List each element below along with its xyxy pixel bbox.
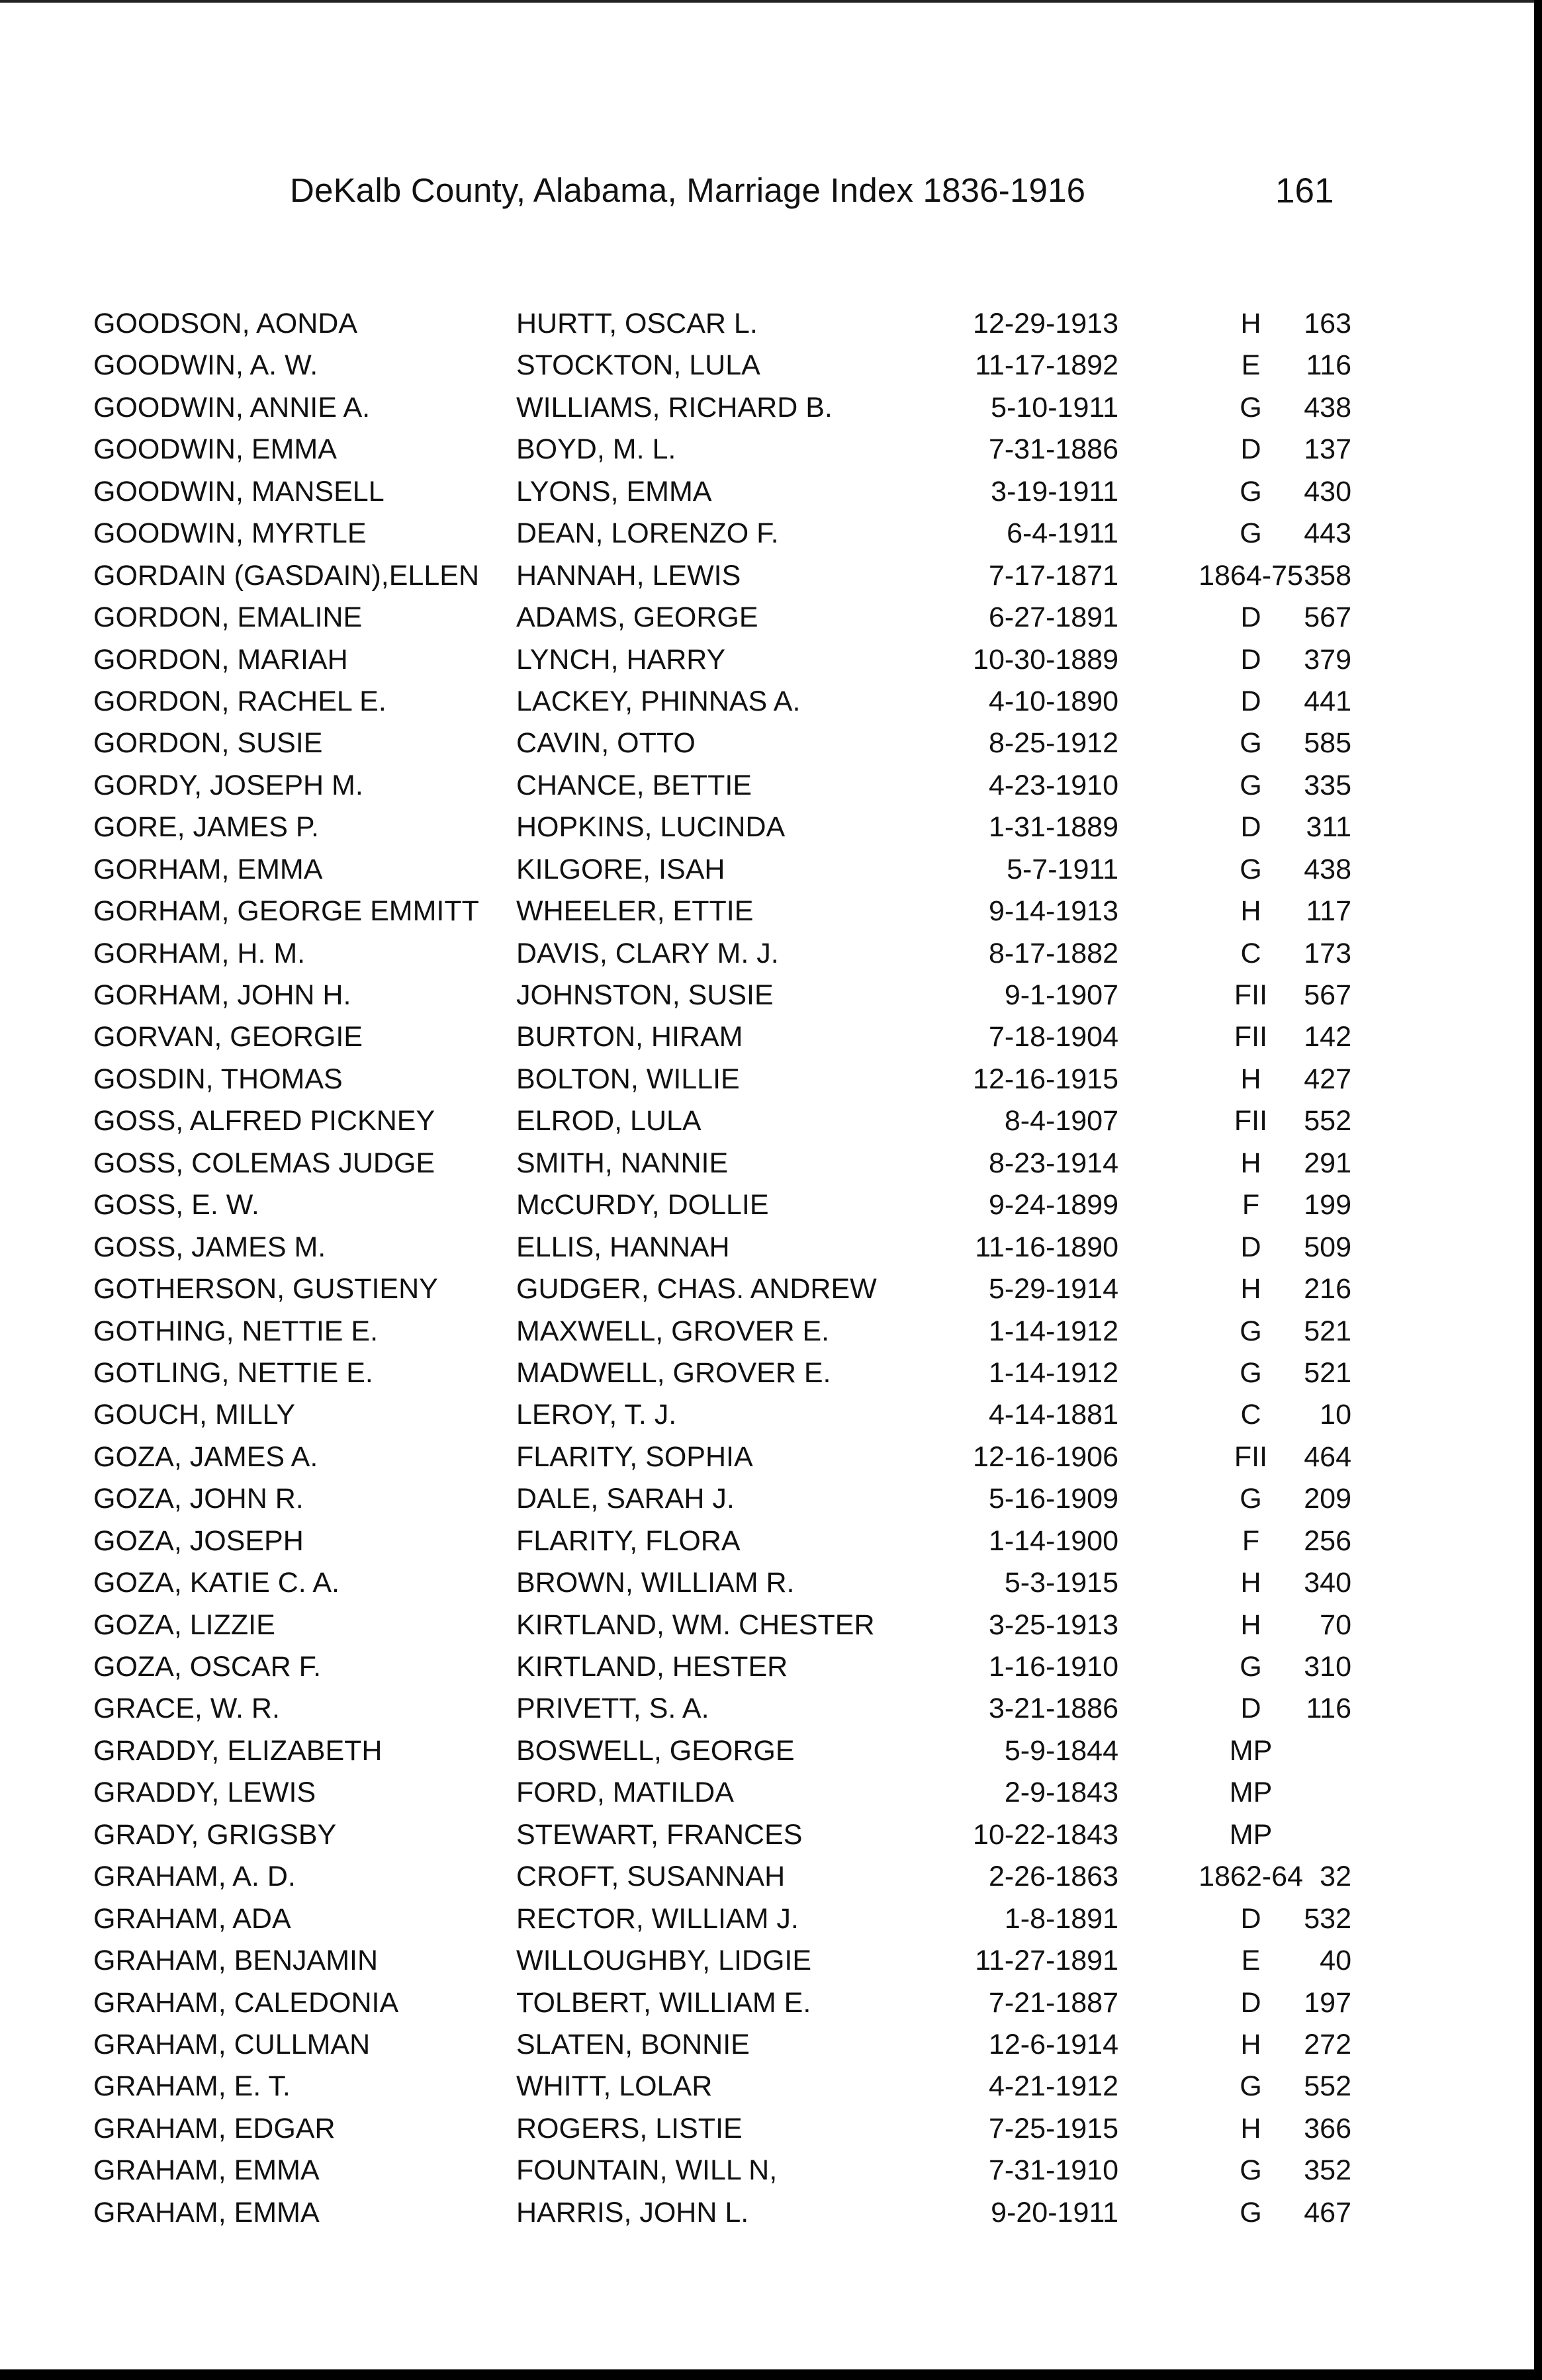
spouse-name: HARRIS, JOHN L. (516, 2196, 749, 2228)
person-name: GOODWIN, EMMA (93, 433, 337, 466)
marriage-date: 11-27-1891 (975, 1945, 1118, 1977)
spouse-name: JOHNSTON, SUSIE (516, 979, 774, 1011)
index-entry-row (0, 474, 1542, 516)
page-reference: 335 (1304, 769, 1351, 801)
marriage-date: 7-25-1915 (988, 2112, 1118, 2144)
index-entry-row (0, 1818, 1542, 1859)
book-reference: G (1240, 853, 1262, 885)
person-name: GOTHING, NETTIE E. (93, 1315, 379, 1347)
index-entry-row (0, 1524, 1542, 1565)
person-name: GOZA, LIZZIE (93, 1609, 275, 1641)
marriage-date: 7-17-1871 (988, 559, 1118, 592)
spouse-name: ADAMS, GEORGE (516, 601, 758, 634)
book-reference: E (1241, 349, 1261, 382)
index-entry-row (0, 2195, 1542, 2237)
page-number: 161 (1275, 171, 1334, 210)
marriage-date: 2-9-1843 (1004, 1777, 1118, 1809)
spouse-name: DAVIS, CLARY M. J. (516, 937, 779, 969)
index-entry-row (0, 768, 1542, 810)
person-name: GOTHERSON, GUSTIENY (93, 1273, 438, 1305)
marriage-date: 5-29-1914 (988, 1273, 1118, 1305)
marriage-date: 4-21-1912 (988, 2070, 1118, 2103)
marriage-date: 2-26-1863 (988, 1861, 1118, 1893)
index-entry-row (0, 2069, 1542, 2111)
page-reference: 70 (1320, 1609, 1351, 1641)
index-entry-row (0, 1272, 1542, 1313)
page-reference: 366 (1304, 2112, 1351, 2144)
book-reference: D (1240, 1231, 1261, 1263)
person-name: GORDON, RACHEL E. (93, 685, 386, 717)
person-name: GOODWIN, MANSELL (93, 475, 385, 507)
spouse-name: LYONS, EMMA (516, 475, 712, 507)
person-name: GOSS, ALFRED PICKNEY (93, 1105, 435, 1137)
scan-bottom-edge (0, 2369, 1542, 2380)
book-reference: D (1240, 643, 1261, 676)
spouse-name: FLARITY, FLORA (516, 1524, 741, 1557)
book-reference: FII (1234, 979, 1268, 1011)
person-name: GORHAM, EMMA (93, 853, 323, 885)
index-entry-row (0, 1691, 1542, 1733)
spouse-name: RECTOR, WILLIAM J. (516, 1902, 799, 1935)
page-reference: 272 (1304, 2028, 1351, 2060)
spouse-name: MADWELL, GROVER E. (516, 1356, 831, 1389)
marriage-date: 11-17-1892 (975, 349, 1118, 382)
person-name: GORDON, SUSIE (93, 727, 323, 760)
page-reference: 532 (1304, 1902, 1351, 1935)
person-name: GOZA, KATIE C. A. (93, 1567, 340, 1599)
index-entry-row (0, 1650, 1542, 1691)
marriage-date: 11-16-1890 (975, 1231, 1118, 1263)
person-name: GORE, JAMES P. (93, 811, 319, 844)
index-entry-row (0, 348, 1542, 390)
page-reference: 197 (1304, 1986, 1351, 2019)
person-name: GOZA, JAMES A. (93, 1440, 318, 1473)
marriage-date: 7-31-1886 (988, 433, 1118, 466)
page-reference: 310 (1304, 1651, 1351, 1683)
spouse-name: HOPKINS, LUCINDA (516, 811, 786, 844)
index-entry-row (0, 1314, 1542, 1356)
person-name: GOSS, E. W. (93, 1189, 259, 1221)
book-reference: H (1240, 2028, 1261, 2060)
page-reference: 379 (1304, 643, 1351, 676)
book-reference: H (1240, 1609, 1261, 1641)
page-reference: 340 (1304, 1567, 1351, 1599)
page-reference: 552 (1304, 2070, 1351, 2103)
person-name: GORDAIN (GASDAIN),ELLEN (93, 559, 479, 592)
index-entry-row (0, 642, 1542, 684)
person-name: GOSS, COLEMAS JUDGE (93, 1147, 435, 1179)
page-reference: 32 (1320, 1861, 1351, 1893)
spouse-name: ELLIS, HANNAH (516, 1231, 730, 1263)
book-reference: F (1242, 1189, 1260, 1221)
marriage-date: 1-14-1912 (988, 1315, 1118, 1347)
spouse-name: BROWN, WILLIAM R. (516, 1567, 795, 1599)
spouse-name: GUDGER, CHAS. ANDREW (516, 1273, 877, 1305)
person-name: GOSS, JAMES M. (93, 1231, 326, 1263)
book-reference: MP (1229, 1777, 1273, 1809)
index-entry-row (0, 894, 1542, 936)
page-reference: 552 (1304, 1105, 1351, 1137)
page-reference: 438 (1304, 853, 1351, 885)
page-reference: 173 (1304, 937, 1351, 969)
spouse-name: STOCKTON, LULA (516, 349, 760, 382)
index-entry-row (0, 1356, 1542, 1397)
marriage-date: 12-6-1914 (988, 2028, 1118, 2060)
page-header (0, 171, 1542, 224)
book-reference: FII (1234, 1440, 1268, 1473)
marriage-date: 12-16-1915 (973, 1063, 1118, 1095)
index-entry-row (0, 810, 1542, 852)
page-reference: 430 (1304, 475, 1351, 507)
spouse-name: LEROY, T. J. (516, 1399, 677, 1431)
index-entry-row (0, 1146, 1542, 1188)
page-reference: 117 (1306, 895, 1351, 928)
spouse-name: TOLBERT, WILLIAM E. (516, 1986, 811, 2019)
person-name: GRAHAM, ADA (93, 1902, 291, 1935)
page-reference: 199 (1304, 1189, 1351, 1221)
person-name: GOUCH, MILLY (93, 1399, 296, 1431)
book-reference: 1862-64 (1199, 1861, 1303, 1893)
marriage-date: 12-16-1906 (973, 1440, 1118, 1473)
spouse-name: STEWART, FRANCES (516, 1818, 803, 1851)
page-reference: 209 (1304, 1483, 1351, 1515)
page-reference: 163 (1304, 308, 1351, 339)
marriage-date: 9-14-1913 (988, 895, 1118, 928)
person-name: GORDY, JOSEPH M. (93, 769, 363, 801)
person-name: GOSDIN, THOMAS (93, 1063, 343, 1095)
marriage-date: 9-1-1907 (1004, 979, 1118, 1011)
spouse-name: CAVIN, OTTO (516, 727, 696, 760)
marriage-date: 7-21-1887 (988, 1986, 1118, 2019)
marriage-date: 9-24-1899 (988, 1189, 1118, 1221)
index-entry-row (0, 390, 1542, 432)
index-entry-row (0, 936, 1542, 978)
index-entry-row (0, 2111, 1542, 2153)
page-reference: 509 (1304, 1231, 1351, 1263)
index-entry-row (0, 432, 1542, 474)
person-name: GRACE, W. R. (93, 1693, 280, 1725)
index-entry-row (0, 1481, 1542, 1523)
book-reference: H (1240, 308, 1261, 339)
marriage-date: 3-19-1911 (991, 475, 1118, 507)
page-reference: 10 (1320, 1399, 1351, 1431)
person-name: GOTLING, NETTIE E. (93, 1356, 373, 1389)
spouse-name: WILLIAMS, RICHARD B. (516, 391, 833, 423)
marriage-date: 4-23-1910 (988, 769, 1118, 801)
page-reference: 585 (1304, 727, 1351, 760)
spouse-name: HURTT, OSCAR L. (516, 308, 758, 339)
book-reference: D (1240, 811, 1261, 844)
index-entry-row (0, 1104, 1542, 1145)
person-name: GORHAM, H. M. (93, 937, 306, 969)
marriage-date: 1-16-1910 (988, 1651, 1118, 1683)
book-reference: H (1240, 895, 1261, 928)
person-name: GOZA, JOSEPH (93, 1524, 304, 1557)
book-reference: H (1240, 1147, 1261, 1179)
page-reference: 427 (1304, 1063, 1351, 1095)
book-reference: D (1240, 685, 1261, 717)
spouse-name: KILGORE, ISAH (516, 853, 725, 885)
book-reference: MP (1229, 1734, 1273, 1767)
marriage-date: 6-4-1911 (1007, 517, 1118, 550)
marriage-date: 8-23-1914 (988, 1147, 1118, 1179)
spouse-name: SMITH, NANNIE (516, 1147, 729, 1179)
page-reference: 464 (1304, 1440, 1351, 1473)
spouse-name: KIRTLAND, HESTER (516, 1651, 788, 1683)
page-reference: 521 (1304, 1356, 1351, 1389)
spouse-name: PRIVETT, S. A. (516, 1693, 709, 1725)
marriage-date: 8-17-1882 (988, 937, 1118, 969)
index-entry-row (0, 1859, 1542, 1901)
page-reference: 116 (1306, 1693, 1351, 1725)
book-reference: G (1240, 2070, 1262, 2103)
marriage-date: 1-14-1912 (988, 1356, 1118, 1389)
spouse-name: FORD, MATILDA (516, 1777, 734, 1809)
spouse-name: WHITT, LOLAR (516, 2070, 713, 2103)
marriage-date: 3-21-1886 (988, 1693, 1118, 1725)
book-reference: G (1240, 1315, 1262, 1347)
book-reference: H (1240, 1063, 1261, 1095)
book-reference: G (1240, 1483, 1262, 1515)
book-reference: C (1240, 1399, 1261, 1431)
index-entry-row (0, 1902, 1542, 1943)
index-entry-row (0, 1565, 1542, 1607)
book-reference: G (1240, 391, 1262, 423)
marriage-date: 5-3-1915 (1004, 1567, 1118, 1599)
marriage-date: 4-14-1881 (988, 1399, 1118, 1431)
person-name: GRADDY, LEWIS (93, 1777, 316, 1809)
page-reference: 441 (1304, 685, 1351, 717)
book-reference: G (1240, 1651, 1262, 1683)
page-reference: 358 (1304, 559, 1351, 592)
spouse-name: BOLTON, WILLIE (516, 1063, 740, 1095)
spouse-name: WHEELER, ETTIE (516, 895, 754, 928)
index-entry-row (0, 2153, 1542, 2195)
book-reference: H (1240, 2112, 1261, 2144)
spouse-name: BURTON, HIRAM (516, 1021, 743, 1053)
index-entry-row (0, 1230, 1542, 1272)
index-entry-row (0, 1397, 1542, 1439)
spouse-name: SLATEN, BONNIE (516, 2028, 750, 2060)
page-title: DeKalb County, Alabama, Marriage Index 1836-1916 (290, 171, 1086, 209)
page-reference: 567 (1304, 979, 1351, 1011)
page-reference: 311 (1306, 811, 1351, 844)
page-reference: 40 (1320, 1945, 1351, 1977)
marriage-index-list (0, 306, 1542, 2237)
scan-top-edge (0, 0, 1542, 3)
book-reference: MP (1229, 1818, 1273, 1851)
page-reference: 521 (1304, 1315, 1351, 1347)
person-name: GRAHAM, E. T. (93, 2070, 291, 2103)
marriage-date: 5-10-1911 (991, 391, 1118, 423)
book-reference: H (1240, 1273, 1261, 1305)
person-name: GOODWIN, ANNIE A. (93, 391, 371, 423)
spouse-name: DALE, SARAH J. (516, 1483, 735, 1515)
person-name: GRAHAM, BENJAMIN (93, 1945, 379, 1977)
index-entry-row (0, 516, 1542, 558)
marriage-date: 1-8-1891 (1004, 1902, 1118, 1935)
book-reference: D (1240, 1902, 1261, 1935)
person-name: GOODSON, AONDA (93, 308, 358, 339)
page-reference: 438 (1304, 391, 1351, 423)
person-name: GRAHAM, A. D. (93, 1861, 296, 1893)
book-reference: 1864-75 (1199, 559, 1303, 592)
book-reference: D (1240, 1693, 1261, 1725)
book-reference: E (1241, 1945, 1261, 1977)
index-entry-row (0, 1020, 1542, 1061)
book-reference: G (1240, 1356, 1262, 1389)
person-name: GORHAM, GEORGE EMMITT (93, 895, 479, 928)
index-entry-row (0, 306, 1542, 348)
person-name: GRAHAM, EMMA (93, 2196, 320, 2228)
person-name: GOZA, OSCAR F. (93, 1651, 322, 1683)
marriage-date: 10-22-1843 (973, 1818, 1118, 1851)
spouse-name: FLARITY, SOPHIA (516, 1440, 753, 1473)
page-reference: 216 (1304, 1273, 1351, 1305)
spouse-name: DEAN, LORENZO F. (516, 517, 779, 550)
index-entry-row (0, 1062, 1542, 1104)
book-reference: C (1240, 937, 1261, 969)
marriage-date: 5-16-1909 (988, 1483, 1118, 1515)
spouse-name: FOUNTAIN, WILL N, (516, 2154, 778, 2187)
marriage-date: 7-18-1904 (988, 1021, 1118, 1053)
index-entry-row (0, 1734, 1542, 1775)
book-reference: F (1242, 1524, 1260, 1557)
person-name: GRAHAM, CULLMAN (93, 2028, 371, 2060)
marriage-date: 1-31-1889 (988, 811, 1118, 844)
spouse-name: BOSWELL, GEORGE (516, 1734, 795, 1767)
page-reference: 116 (1306, 349, 1351, 382)
person-name: GRAHAM, EDGAR (93, 2112, 336, 2144)
book-reference: D (1240, 433, 1261, 466)
marriage-date: 8-25-1912 (988, 727, 1118, 760)
page-reference: 443 (1304, 517, 1351, 550)
marriage-date: 3-25-1913 (988, 1609, 1118, 1641)
person-name: GORVAN, GEORGIE (93, 1021, 363, 1053)
person-name: GRAHAM, EMMA (93, 2154, 320, 2187)
book-reference: H (1240, 1567, 1261, 1599)
book-reference: G (1240, 517, 1262, 550)
page-reference: 352 (1304, 2154, 1351, 2187)
book-reference: G (1240, 2154, 1262, 2187)
spouse-name: KIRTLAND, WM. CHESTER (516, 1609, 875, 1641)
spouse-name: LYNCH, HARRY (516, 643, 726, 676)
marriage-date: 9-20-1911 (991, 2196, 1118, 2228)
index-entry-row (0, 1440, 1542, 1481)
book-reference: G (1240, 769, 1262, 801)
spouse-name: CHANCE, BETTIE (516, 769, 752, 801)
index-entry-row (0, 978, 1542, 1020)
index-entry-row (0, 726, 1542, 768)
index-entry-row (0, 600, 1542, 642)
index-entry-row (0, 1188, 1542, 1229)
person-name: GOODWIN, MYRTLE (93, 517, 367, 550)
page-reference: 567 (1304, 601, 1351, 634)
person-name: GOZA, JOHN R. (93, 1483, 304, 1515)
person-name: GRADY, GRIGSBY (93, 1818, 337, 1851)
marriage-date: 12-29-1913 (973, 308, 1118, 339)
marriage-date: 7-31-1910 (988, 2154, 1118, 2187)
marriage-date: 5-9-1844 (1004, 1734, 1118, 1767)
index-entry-row (0, 1986, 1542, 2027)
marriage-date: 4-10-1890 (988, 685, 1118, 717)
page-reference: 256 (1304, 1524, 1351, 1557)
book-reference: G (1240, 727, 1262, 760)
marriage-date: 8-4-1907 (1004, 1105, 1118, 1137)
book-reference: FII (1234, 1105, 1268, 1137)
person-name: GORDON, MARIAH (93, 643, 348, 676)
spouse-name: MAXWELL, GROVER E. (516, 1315, 830, 1347)
book-reference: D (1240, 1986, 1261, 2019)
index-entry-row (0, 558, 1542, 600)
index-entry-row (0, 1943, 1542, 1985)
spouse-name: BOYD, M. L. (516, 433, 676, 466)
index-entry-row (0, 852, 1542, 894)
book-reference: G (1240, 475, 1262, 507)
person-name: GORHAM, JOHN H. (93, 979, 351, 1011)
marriage-date: 6-27-1891 (988, 601, 1118, 634)
spouse-name: WILLOUGHBY, LIDGIE (516, 1945, 812, 1977)
person-name: GRADDY, ELIZABETH (93, 1734, 383, 1767)
marriage-date: 10-30-1889 (973, 643, 1118, 676)
spouse-name: CROFT, SUSANNAH (516, 1861, 786, 1893)
index-entry-row (0, 1608, 1542, 1650)
person-name: GOODWIN, A. W. (93, 349, 318, 382)
book-reference: G (1240, 2196, 1262, 2228)
person-name: GRAHAM, CALEDONIA (93, 1986, 399, 2019)
page-reference: 291 (1304, 1147, 1351, 1179)
spouse-name: HANNAH, LEWIS (516, 559, 741, 592)
marriage-date: 1-14-1900 (988, 1524, 1118, 1557)
spouse-name: LACKEY, PHINNAS A. (516, 685, 801, 717)
spouse-name: ELROD, LULA (516, 1105, 702, 1137)
index-entry-row (0, 2027, 1542, 2069)
spouse-name: McCURDY, DOLLIE (516, 1189, 769, 1221)
book-reference: FII (1234, 1021, 1268, 1053)
spouse-name: ROGERS, LISTIE (516, 2112, 743, 2144)
index-entry-row (0, 684, 1542, 726)
marriage-date: 5-7-1911 (1007, 853, 1118, 885)
book-reference: D (1240, 601, 1261, 634)
page-reference: 142 (1304, 1021, 1351, 1053)
page-reference: 467 (1304, 2196, 1351, 2228)
person-name: GORDON, EMALINE (93, 601, 363, 634)
page-reference: 137 (1304, 433, 1351, 466)
index-entry-row (0, 1775, 1542, 1817)
